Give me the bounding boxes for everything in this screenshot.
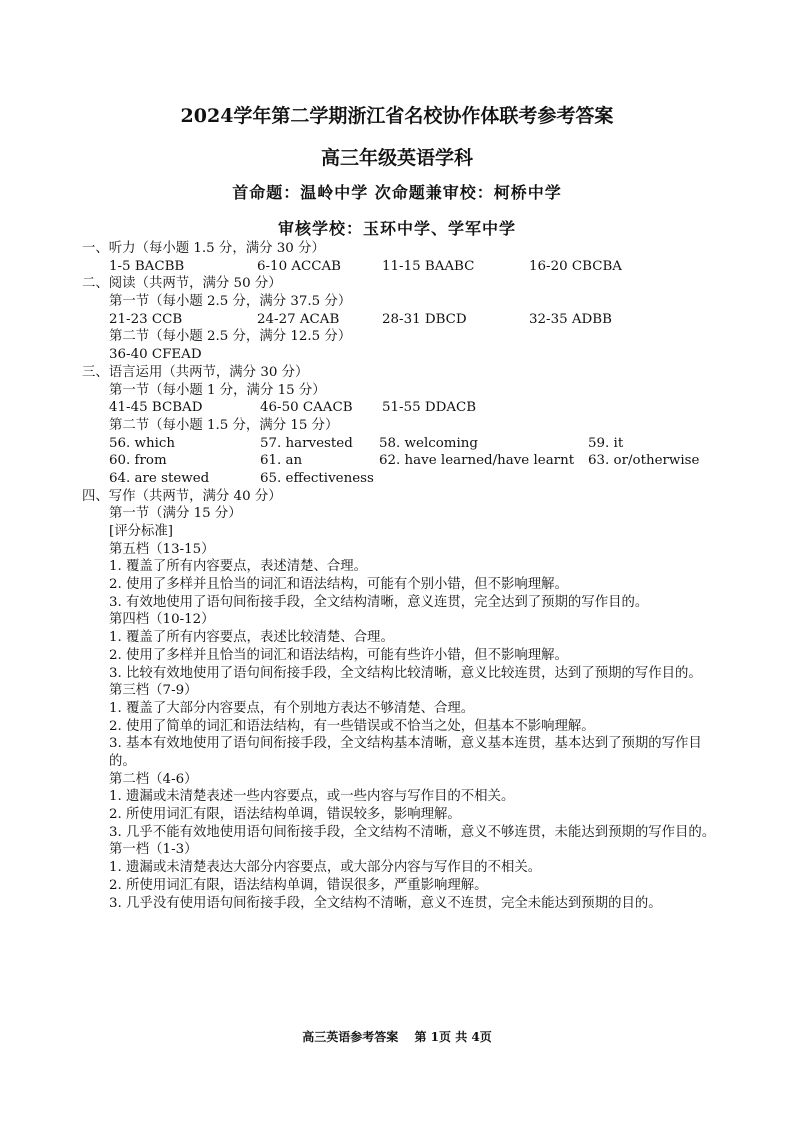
answer-row-language-part2 xyxy=(82,435,722,453)
criteria-item: 3. 几乎不能有效地使用语句间衔接手段，全文结构不清晰，意义不够连贯，未能达到预期的写作目的。 xyxy=(109,824,716,840)
section-heading-reading: 二、阅读（共两节，满分 50 分） xyxy=(82,276,282,292)
section-heading-language-use: 三、语言运用（共两节，满分 30 分） xyxy=(82,364,309,380)
answer-group: 46-50 CAACB xyxy=(260,400,353,416)
criteria-item: 3. 基本有效地使用了语句间衔接手段，全文结构基本清晰，意义基本连贯，基本达到了预期的写作目的。 xyxy=(109,736,702,769)
page-footer xyxy=(0,1028,794,1045)
answer-group: 32-35 ADBB xyxy=(529,311,612,327)
answer-item: 64. are stewed xyxy=(109,470,210,486)
criteria-item: 2. 使用了简单的词汇和语法结构，有一些错误或不恰当之处，但基本不影响理解。 xyxy=(109,718,595,734)
answer-item: 58. welcoming xyxy=(379,435,478,451)
answer-body xyxy=(82,240,722,912)
writing-part1-heading: 第一节（满分 15 分） xyxy=(109,506,242,522)
level-heading: 第二档（4-6） xyxy=(109,771,198,787)
level-heading: 第一档（1-3） xyxy=(109,842,198,858)
criteria-item: 1. 覆盖了所有内容要点，表述比较清楚、合理。 xyxy=(109,630,394,646)
reading-part2-heading: 第二节（每小题 2.5 分，满分 12.5 分） xyxy=(109,329,352,345)
reviewer-schools: 审核学校：玉环中学、学军中学 xyxy=(277,219,516,238)
answer-row-reading-part1 xyxy=(82,311,722,329)
answer-row-listening xyxy=(82,258,722,276)
answer-row-reading-part2: 36-40 CFEAD xyxy=(109,347,202,363)
answer-group: 28-31 DBCD xyxy=(382,311,467,327)
answer-item: 59. it xyxy=(588,435,624,451)
answer-group: 16-20 CBCBA xyxy=(529,258,622,274)
answer-row-language-part2 xyxy=(82,452,722,470)
answer-group: 21-23 CCB xyxy=(109,311,183,327)
footer-page-info: 第 1页 共 4页 xyxy=(414,1030,492,1044)
answer-item: 65. effectiveness xyxy=(260,470,374,486)
answer-row-language-part2 xyxy=(82,470,722,488)
document-subtitle: 高三年级英语学科 xyxy=(320,147,473,169)
level-heading: 第四档（10-12） xyxy=(109,612,215,628)
criteria-item: 1. 遗漏或未清楚表达大部分内容要点，或大部分内容与写作目的不相关。 xyxy=(109,860,542,876)
answer-item: 61. an xyxy=(260,453,303,469)
criteria-item: 3. 几乎没有使用语句间衔接手段，全文结构不清晰，意义不连贯，完全未能达到预期的目的。 xyxy=(109,895,662,911)
answer-item: 57. harvested xyxy=(260,435,353,451)
answer-group: 6-10 ACCAB xyxy=(257,258,342,274)
criteria-item: 1. 遗漏或未清楚表述一些内容要点，或一些内容与写作目的不相关。 xyxy=(109,789,515,805)
criteria-item: 3. 比较有效地使用了语句间衔接手段，全文结构比较清晰，意义比较连贯，达到了预期的写作目的。 xyxy=(109,665,702,681)
answer-item: 56. which xyxy=(109,435,176,451)
answer-item: 60. from xyxy=(109,453,167,469)
setter-schools: 首命题：温岭中学 次命题兼审校：柯桥中学 xyxy=(232,183,562,202)
section-heading-listening: 一、听力（每小题 1.5 分，满分 30 分） xyxy=(82,241,325,256)
criteria-item: 2. 所使用词汇有限，语法结构单调，错误很多，严重影响理解。 xyxy=(109,877,488,893)
document-title: 2024学年第二学期浙江省名校协作体联考参考答案 xyxy=(180,105,614,127)
answer-item: 63. or/otherwise xyxy=(588,453,700,469)
reading-part1-heading: 第一节（每小题 2.5 分，满分 37.5 分） xyxy=(109,294,352,310)
section-heading-writing: 四、写作（共两节，满分 40 分） xyxy=(82,488,282,504)
answer-item: 62. have learned/have learnt xyxy=(379,453,575,469)
language-part1-heading: 第一节（每小题 1 分，满分 15 分） xyxy=(109,382,326,398)
criteria-item: 3. 有效地使用了语句间衔接手段，全文结构清晰，意义连贯，完全达到了预期的写作目的。 xyxy=(109,594,649,610)
criteria-label: [评分标准] xyxy=(109,524,174,539)
language-part2-heading: 第二节（每小题 1.5 分，满分 15 分） xyxy=(109,417,339,433)
answer-group: 41-45 BCBAD xyxy=(109,400,203,416)
criteria-item: 2. 所使用词汇有限，语法结构单调，错误较多，影响理解。 xyxy=(109,807,461,823)
criteria-item: 1. 覆盖了大部分内容要点，有个别地方表达不够清楚、合理。 xyxy=(109,700,475,716)
criteria-item: 1. 覆盖了所有内容要点，表述清楚、合理。 xyxy=(109,559,368,575)
answer-group: 51-55 DDACB xyxy=(382,400,477,416)
criteria-item: 2. 使用了多样并且恰当的词汇和语法结构，可能有个别小错，但不影响理解。 xyxy=(109,577,568,593)
level-heading: 第三档（7-9） xyxy=(109,683,198,699)
footer-doc-name: 高三英语参考答案 xyxy=(302,1030,399,1044)
criteria-item: 2. 使用了多样并且恰当的词汇和语法结构，可能有些许小错，但不影响理解。 xyxy=(109,647,568,663)
answer-group: 11-15 BAABC xyxy=(382,258,475,274)
answer-row-language-part1 xyxy=(82,399,722,417)
answer-group: 1-5 BACBB xyxy=(109,258,185,274)
level-heading: 第五档（13-15） xyxy=(109,541,215,557)
answer-group: 24-27 ACAB xyxy=(257,311,340,327)
